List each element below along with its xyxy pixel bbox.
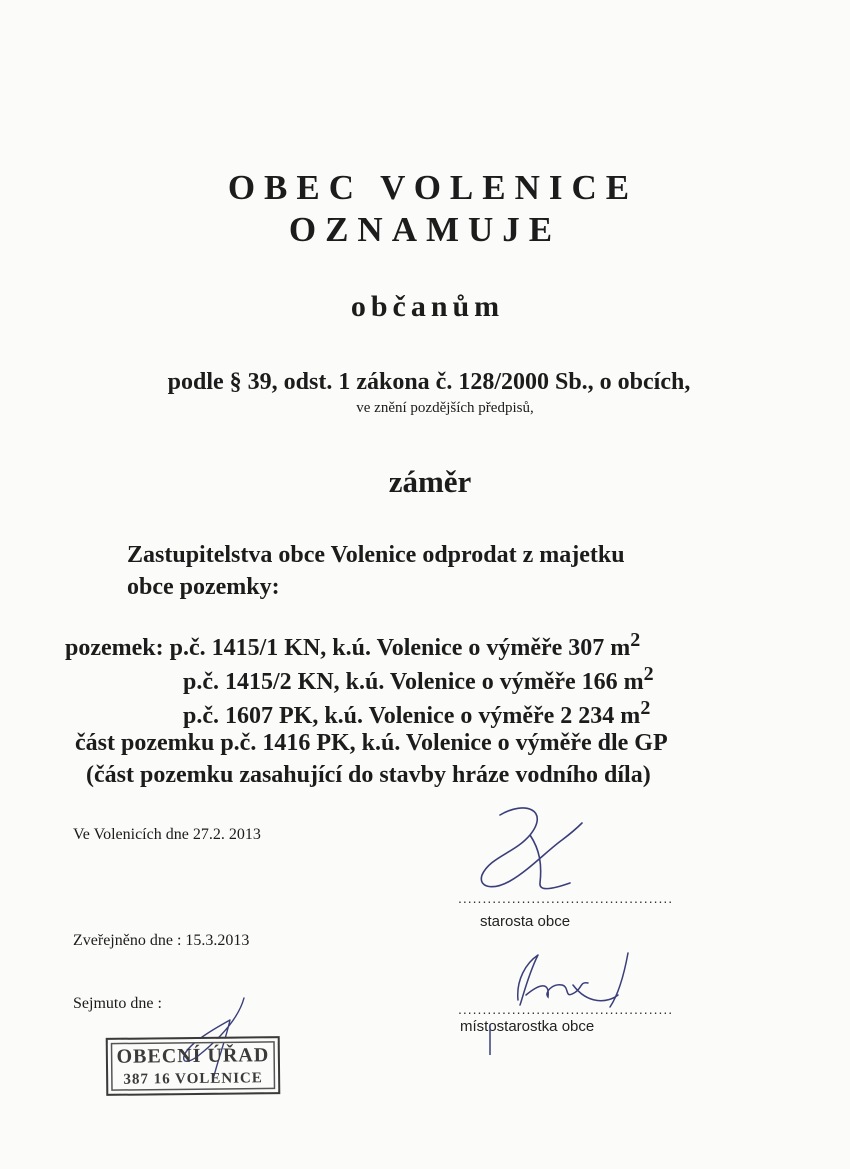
body-text-line-1: Zastupitelstva obce Volenice odprodat z majetku (127, 542, 625, 568)
mayor-signature-line: ............................................ (458, 890, 674, 906)
issue-date: Ve Volenicích dne 27.2. 2013 (73, 826, 261, 843)
recipients-heading: občanům (350, 290, 505, 323)
mayor-label: starosta obce (480, 913, 571, 930)
area-unit-sup: 2 (640, 697, 651, 719)
deputy-signature-line: ............................................ (458, 1001, 674, 1017)
area-unit-sup: 2 (643, 663, 654, 685)
parcel-part-line: část pozemku p.č. 1416 PK, k.ú. Volenice o výměře dle GP (75, 730, 668, 756)
parcel-text: p.č. 1415/1 KN, k.ú. Volenice o výměře 307 m (169, 635, 631, 661)
legal-basis: podle § 39, odst. 1 zákona č. 128/2000 Sb., o obcích, (167, 369, 691, 395)
parcel-note-line: (část pozemku zasahující do stavby hráze vodního díla) (86, 762, 651, 788)
parcel-line-3 (183, 697, 650, 730)
area-unit-sup: 2 (630, 629, 641, 651)
published-date: Zveřejněno dne : 15.3.2013 (73, 932, 250, 949)
intent-heading: záměr (388, 464, 472, 499)
legal-amendment: ve znění pozdějších předpisů, (356, 400, 534, 416)
stamp-line-2: 387 16 VOLENICE (123, 1070, 263, 1088)
parcel-line-2 (183, 663, 654, 696)
office-stamp (106, 1036, 281, 1096)
announces-heading: OZNAMUJE (288, 210, 562, 249)
parcel-text: p.č. 1415/2 KN, k.ú. Volenice o výměře 166 m (183, 669, 644, 695)
municipality-title: OBEC VOLENICE (227, 168, 639, 207)
mayor-signature (470, 795, 600, 905)
parcel-prefix: pozemek: (65, 635, 170, 661)
deputy-signature (478, 945, 648, 1055)
parcel-text: p.č. 1607 PK, k.ú. Volenice o výměře 2 234 m (183, 703, 641, 729)
stamp-line-1: OBECNÍ ÚŘAD (116, 1044, 270, 1068)
removed-date: Sejmuto dne : (73, 995, 162, 1012)
deputy-label: místostarostka obce (460, 1018, 595, 1035)
body-text-line-2: obce pozemky: (127, 574, 280, 600)
parcel-line-1 (65, 629, 640, 662)
